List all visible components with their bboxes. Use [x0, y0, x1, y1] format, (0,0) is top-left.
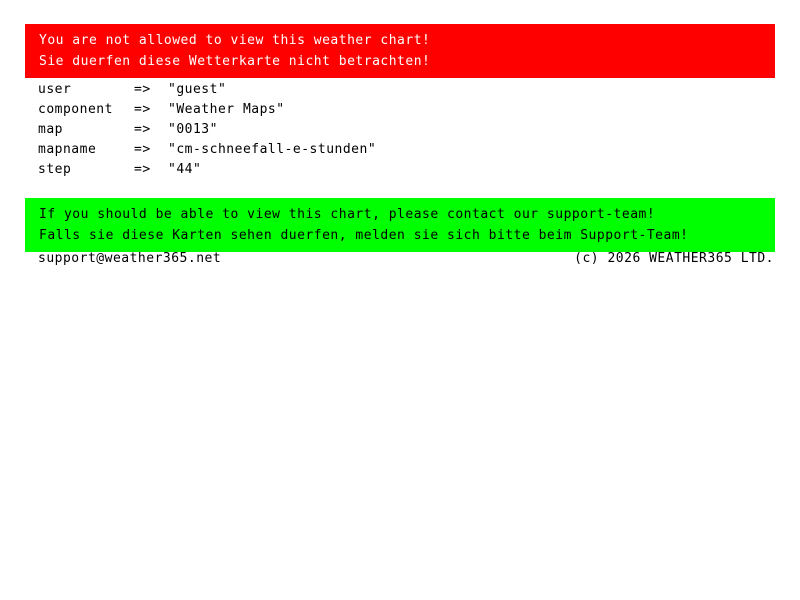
param-key-user: user	[38, 82, 72, 97]
param-arrow: =>	[134, 122, 151, 137]
support-info-message-en: If you should be able to view this chart, please contact our support-team!	[39, 207, 656, 222]
param-row	[38, 120, 376, 140]
param-value-mapname: "cm-schneefall-e-stunden"	[168, 142, 377, 157]
param-arrow: =>	[134, 142, 151, 157]
copyright-text: (c) 2026 WEATHER365 LTD.	[574, 251, 774, 266]
access-denied-message-en: You are not allowed to view this weather chart!	[39, 33, 431, 48]
param-key-component: component	[38, 102, 113, 117]
param-value-map: "0013"	[168, 122, 218, 137]
param-key-step: step	[38, 162, 72, 177]
param-key-mapname: mapname	[38, 142, 97, 157]
param-row	[38, 140, 376, 160]
access-denied-banner	[25, 24, 775, 78]
support-email-link[interactable]	[38, 250, 221, 268]
param-arrow: =>	[134, 82, 151, 97]
param-value-step: "44"	[168, 162, 202, 177]
access-denied-message-de: Sie duerfen diese Wetterkarte nicht betrachten!	[39, 54, 431, 69]
param-arrow: =>	[134, 102, 151, 117]
support-email-text[interactable]: support@weather365.net	[38, 251, 222, 266]
support-info-message-de: Falls sie diese Karten sehen duerfen, melden sie sich bitte beim Support-Team!	[39, 228, 689, 243]
param-key-map: map	[38, 122, 63, 137]
support-info-banner	[25, 198, 775, 252]
param-value-user: "guest"	[168, 82, 227, 97]
param-row	[38, 160, 376, 180]
param-row	[38, 80, 376, 100]
param-value-component: "Weather Maps"	[168, 102, 285, 117]
page-footer	[38, 250, 774, 268]
param-row	[38, 100, 376, 120]
request-parameters	[38, 80, 376, 180]
param-arrow: =>	[134, 162, 151, 177]
